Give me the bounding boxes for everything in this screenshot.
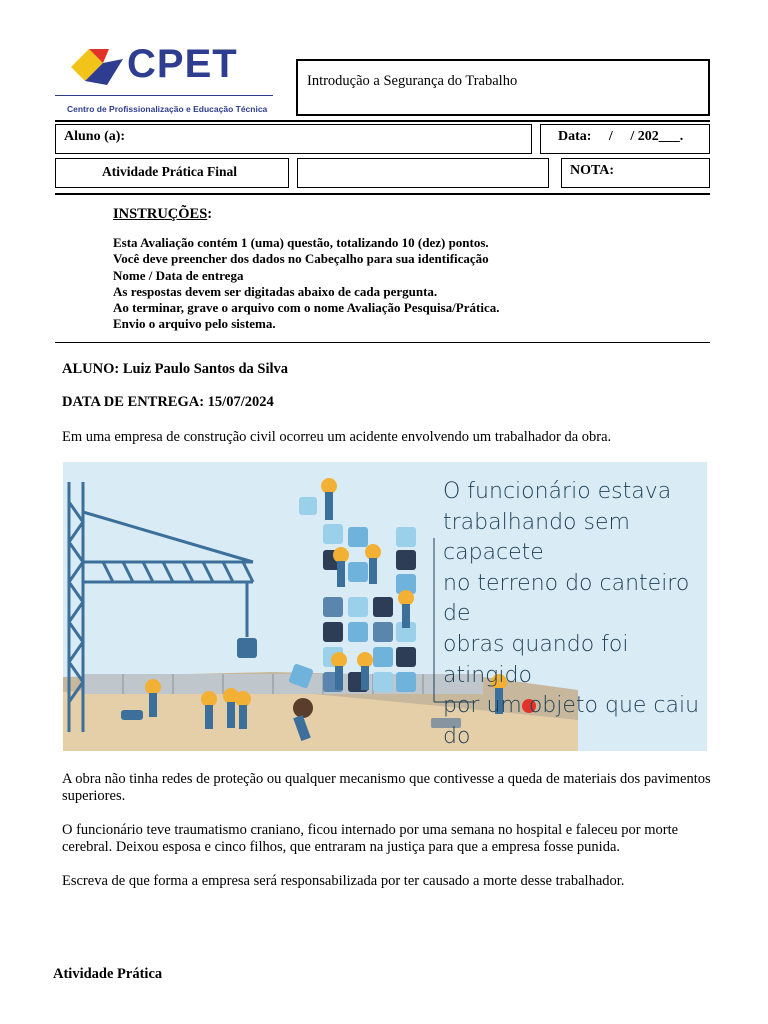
illustration-caption (443, 477, 707, 751)
student-name: ALUNO: Luiz Paulo Santos da Silva (62, 361, 289, 377)
date-label: Data: / / 202___. (558, 129, 684, 144)
logo-subtitle: Centro de Profissionalização e Educação Técnica (67, 104, 268, 114)
caption-line: O funcionário estava (443, 479, 672, 504)
instruction-line: Nome / Data de entrega (113, 267, 244, 283)
footer-label: Atividade Prática (53, 966, 163, 982)
question-text: Escreva de que forma a empresa será responsabilizada por ter causado a morte desse trabalhador. (62, 873, 625, 889)
caption-line: trabalhando sem capacete (443, 509, 630, 566)
intro-text: Em uma empresa de construção civil ocorreu um acidente envolvendo um trabalhador da obra. (62, 429, 612, 445)
blank-field[interactable] (297, 158, 549, 188)
activity-label: Atividade Prática Final (102, 164, 237, 179)
student-field[interactable] (55, 124, 532, 154)
cpet-logo (55, 40, 275, 120)
instruction-line: Ao terminar, grave o arquivo com o nome Avaliação Pesquisa/Prática. (113, 300, 500, 316)
accident-illustration (63, 462, 707, 751)
header-rule-top (55, 120, 710, 122)
header-rule-bottom (55, 193, 710, 195)
instructions-title-text: INSTRUÇÕES (113, 206, 208, 222)
caption-line: obras quando foi atingido (443, 631, 629, 688)
paragraph-injury: O funcionário teve traumatismo craniano, ficou internado por uma semana no hospital e faleceu por morte cerebral. Deixou esposa e cinco filhos, que entraram na justiça para que a empresa fosse punida. (62, 822, 679, 855)
student-label: Aluno (a): (64, 129, 126, 144)
course-title: Introdução a Segurança do Trabalho (307, 73, 518, 89)
grade-label: NOTA: (570, 163, 615, 178)
instruction-line: As respostas devem ser digitadas abaixo de cada pergunta. (113, 283, 438, 299)
activity-box (55, 158, 289, 188)
logo-text: CPET (127, 42, 238, 86)
instruction-line: Você deve preencher dos dados no Cabeçalho para sua identificação (113, 251, 489, 267)
grade-field[interactable] (561, 158, 710, 188)
caption-line: por um objeto que caiu do (443, 693, 700, 749)
delivery-date: DATA DE ENTREGA: 15/07/2024 (62, 394, 274, 410)
instruction-line: Envio o arquivo pelo sistema. (113, 316, 276, 332)
instructions-title-colon: : (207, 206, 213, 222)
instruction-line: Esta Avaliação contém 1 (uma) questão, totalizando 10 (dez) pontos. (113, 235, 489, 250)
instructions-title (113, 206, 212, 223)
logo-underline (55, 95, 273, 96)
course-title-box (296, 59, 710, 116)
instructions-list (113, 235, 499, 333)
caption-line: no terreno do canteiro de (443, 570, 690, 627)
logo-diamond-icon (67, 45, 127, 91)
section-divider (55, 342, 710, 343)
date-field[interactable] (540, 124, 710, 154)
paragraph-protection: A obra não tinha redes de proteção ou qualquer mecanismo que contivesse a queda de materiais dos pavimentos superiores. (62, 771, 711, 804)
